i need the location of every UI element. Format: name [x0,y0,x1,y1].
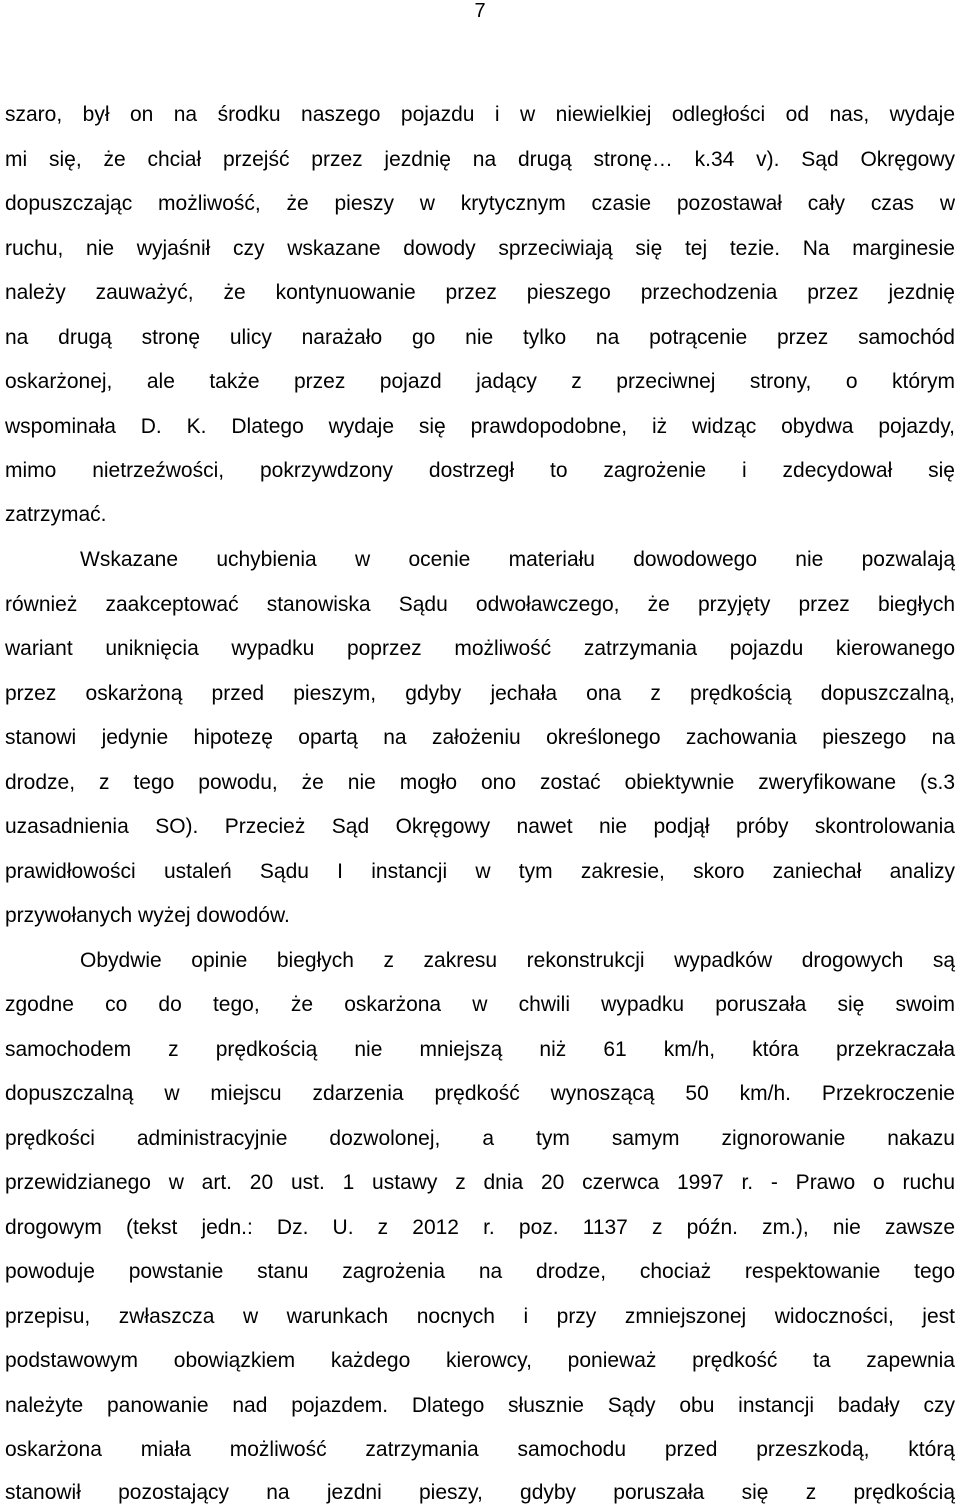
text-line: należy zauważyć, że kontynuowanie przez pieszego przechodzenia przez jezdnię [5,281,955,304]
text-line: stanowi jedynie hipotezę opartą na założeniu określonego zachowania pieszego na [5,726,955,749]
text-line: podstawowym obowiązkiem każdego kierowcy, ponieważ prędkość ta zapewnia [5,1349,955,1372]
text-line: drogowym (tekst jedn.: Dz. U. z 2012 r. poz. 1137 z późn. zm.), nie zawsze [5,1216,955,1239]
paragraph-first-line: Obydwie opinie biegłych z zakresu rekonstrukcji wypadków drogowych są [80,949,955,972]
text-line: przewidzianego w art. 20 ust. 1 ustawy z dnia 20 czerwca 1997 r. - Prawo o ruchu [5,1171,955,1194]
text-line: należyte panowanie nad pojazdem. Dlatego słusznie Sądy obu instancji badały czy [5,1394,955,1417]
text-line: zgodne co do tego, że oskarżona w chwili wypadku poruszała się swoim [5,993,955,1016]
text-line: powoduje powstanie stanu zagrożenia na drodze, chociaż respektowanie tego [5,1260,955,1283]
text-line: na drugą stronę ulicy narażało go nie tylko na potrącenie przez samochód [5,326,955,349]
text-line: mi się, że chciał przejść przez jezdnię na drugą stronę… k.34 v). Sąd Okręgowy [5,148,955,171]
text-line: samochodem z prędkością nie mniejszą niż 61 km/h, która przekraczała [5,1038,955,1061]
paragraph-first-line: Wskazane uchybienia w ocenie materiału dowodowego nie pozwalają [80,548,955,571]
text-line: przez oskarżoną przed pieszym, gdyby jechała ona z prędkością dopuszczalną, [5,682,955,705]
text-line: zatrzymać. [5,503,107,526]
text-line: mimo nietrzeźwości, pokrzywdzony dostrzegł to zagrożenie i zdecydował się [5,459,955,482]
text-line: oskarżona miała możliwość zatrzymania samochodu przed przeszkodą, którą [5,1438,955,1461]
text-line: wspominała D. K. Dlatego wydaje się prawdopodobne, iż widząc obydwa pojazdy, [5,415,955,438]
text-line: prawidłowości ustaleń Sądu I instancji w tym zakresie, skoro zaniechał analizy [5,860,955,883]
text-line: również zaakceptować stanowiska Sądu odwoławczego, że przyjęty przez biegłych [5,593,955,616]
text-line: dopuszczalną w miejscu zdarzenia prędkość wynoszącą 50 km/h. Przekroczenie [5,1082,955,1105]
text-line: prędkości administracyjnie dozwolonej, a tym samym zignorowanie nakazu [5,1127,955,1150]
text-line: przywołanych wyżej dowodów. [5,904,290,927]
text-line: oskarżonej, ale także przez pojazd jadący z przeciwnej strony, o którym [5,370,955,393]
text-line: drodze, z tego powodu, że nie mogło ono zostać obiektywnie zweryfikowane (s.3 [5,771,955,794]
text-line: szaro, był on na środku naszego pojazdu i w niewielkiej odległości od nas, wydaje [5,103,955,126]
text-line: dopuszczając możliwość, że pieszy w krytycznym czasie pozostawał cały czas w [5,192,955,215]
text-line: ruchu, nie wyjaśnił czy wskazane dowody sprzeciwiają się tej tezie. Na marginesie [5,237,955,260]
text-line: uzasadnienia SO). Przecież Sąd Okręgowy nawet nie podjął próby skontrolowania [5,815,955,838]
page-number: 7 [474,0,486,22]
text-line: przepisu, zwłaszcza w warunkach nocnych i przy zmniejszonej widoczności, jest [5,1305,955,1328]
text-line: wariant uniknięcia wypadku poprzez możliwość zatrzymania pojazdu kierowanego [5,637,955,660]
text-line: stanowił pozostający na jezdni pieszy, gdyby poruszała się z prędkością [5,1481,955,1504]
